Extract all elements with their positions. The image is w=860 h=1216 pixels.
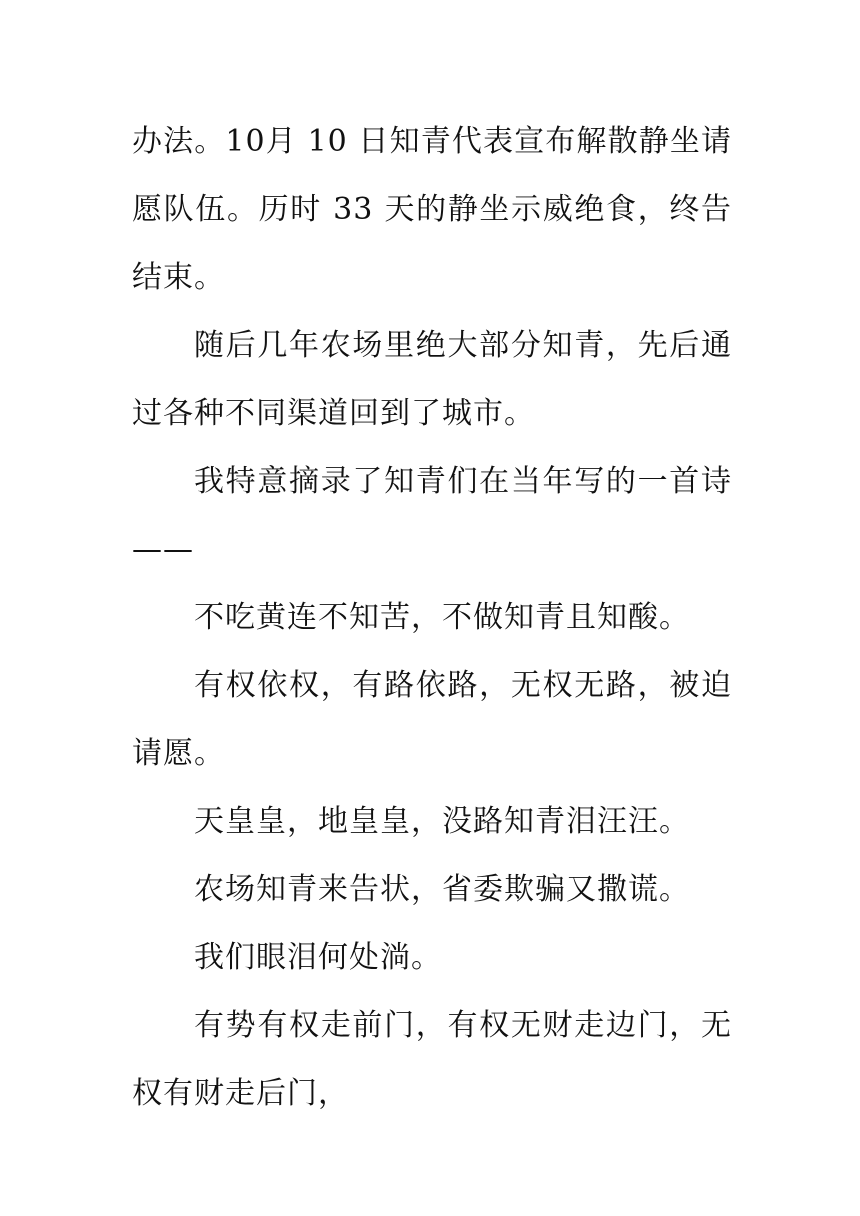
poem-line-2: 有权依权，有路依路，无权无路，被迫请愿。 bbox=[132, 668, 732, 771]
poem-line-1: 不吃黄连不知苦，不做知青且知酸。 bbox=[194, 600, 690, 635]
poem-line-4: 农场知青来告状，省委欺骗又撒谎。 bbox=[194, 872, 690, 907]
poem-line-5: 我们眼泪何处淌。 bbox=[194, 940, 442, 975]
paragraph-3: 我特意摘录了知青们在当年写的一首诗—— bbox=[132, 464, 732, 567]
poem-line-3: 天皇皇，地皇皇，没路知青泪汪汪。 bbox=[194, 804, 690, 839]
paragraph-1: 办法。10月 10 日知青代表宣布解散静坐请愿队伍。历时 33 天的静坐示威绝食，终告结束。 bbox=[132, 124, 732, 295]
document-body bbox=[132, 108, 732, 1128]
paragraph-2: 随后几年农场里绝大部分知青，先后通过各种不同渠道回到了城市。 bbox=[132, 328, 732, 431]
poem-line-6: 有势有权走前门，有权无财走边门，无权有财走后门， bbox=[132, 1008, 732, 1111]
